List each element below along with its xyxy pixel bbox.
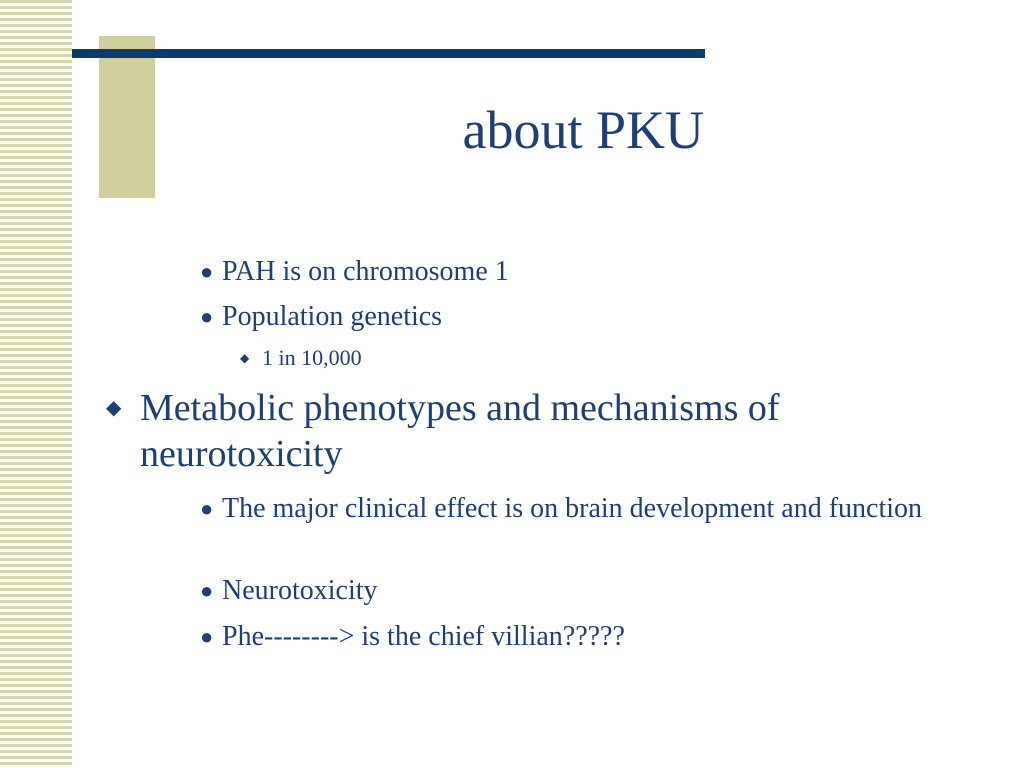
dot-icon: ● — [200, 259, 214, 284]
bullet-item — [240, 344, 962, 372]
bullet-item — [200, 619, 982, 655]
decorative-stripe-band — [0, 0, 72, 768]
bullet-item — [200, 254, 982, 290]
bullet-text: Population genetics — [222, 301, 443, 332]
bullet-text: 1 in 10,000 — [262, 345, 362, 370]
bullet-item — [106, 385, 940, 477]
diamond-icon: ◆ — [106, 397, 122, 419]
dot-icon: ● — [200, 578, 214, 603]
bullet-text: Metabolic phenotypes and mechanisms of neurotoxicity — [140, 387, 780, 475]
bullet-item — [200, 573, 982, 609]
dot-icon: ● — [200, 304, 214, 329]
dot-icon: ● — [200, 624, 214, 649]
dot-icon: ● — [200, 496, 214, 521]
slide-title: about PKU — [462, 100, 704, 160]
bullet-text: PAH is on chromosome 1 — [222, 256, 509, 287]
bullet-item — [200, 491, 982, 527]
diamond-icon: ◆ — [240, 351, 250, 365]
bullet-text: Neurotoxicity — [222, 575, 378, 606]
title-rule — [72, 49, 705, 58]
bullet-text: Phe--------> is the chief villian????? — [222, 621, 625, 652]
bullet-item — [200, 299, 982, 335]
decorative-accent-block — [99, 36, 155, 198]
bullet-text: The major clinical effect is on brain development and function — [222, 493, 923, 524]
